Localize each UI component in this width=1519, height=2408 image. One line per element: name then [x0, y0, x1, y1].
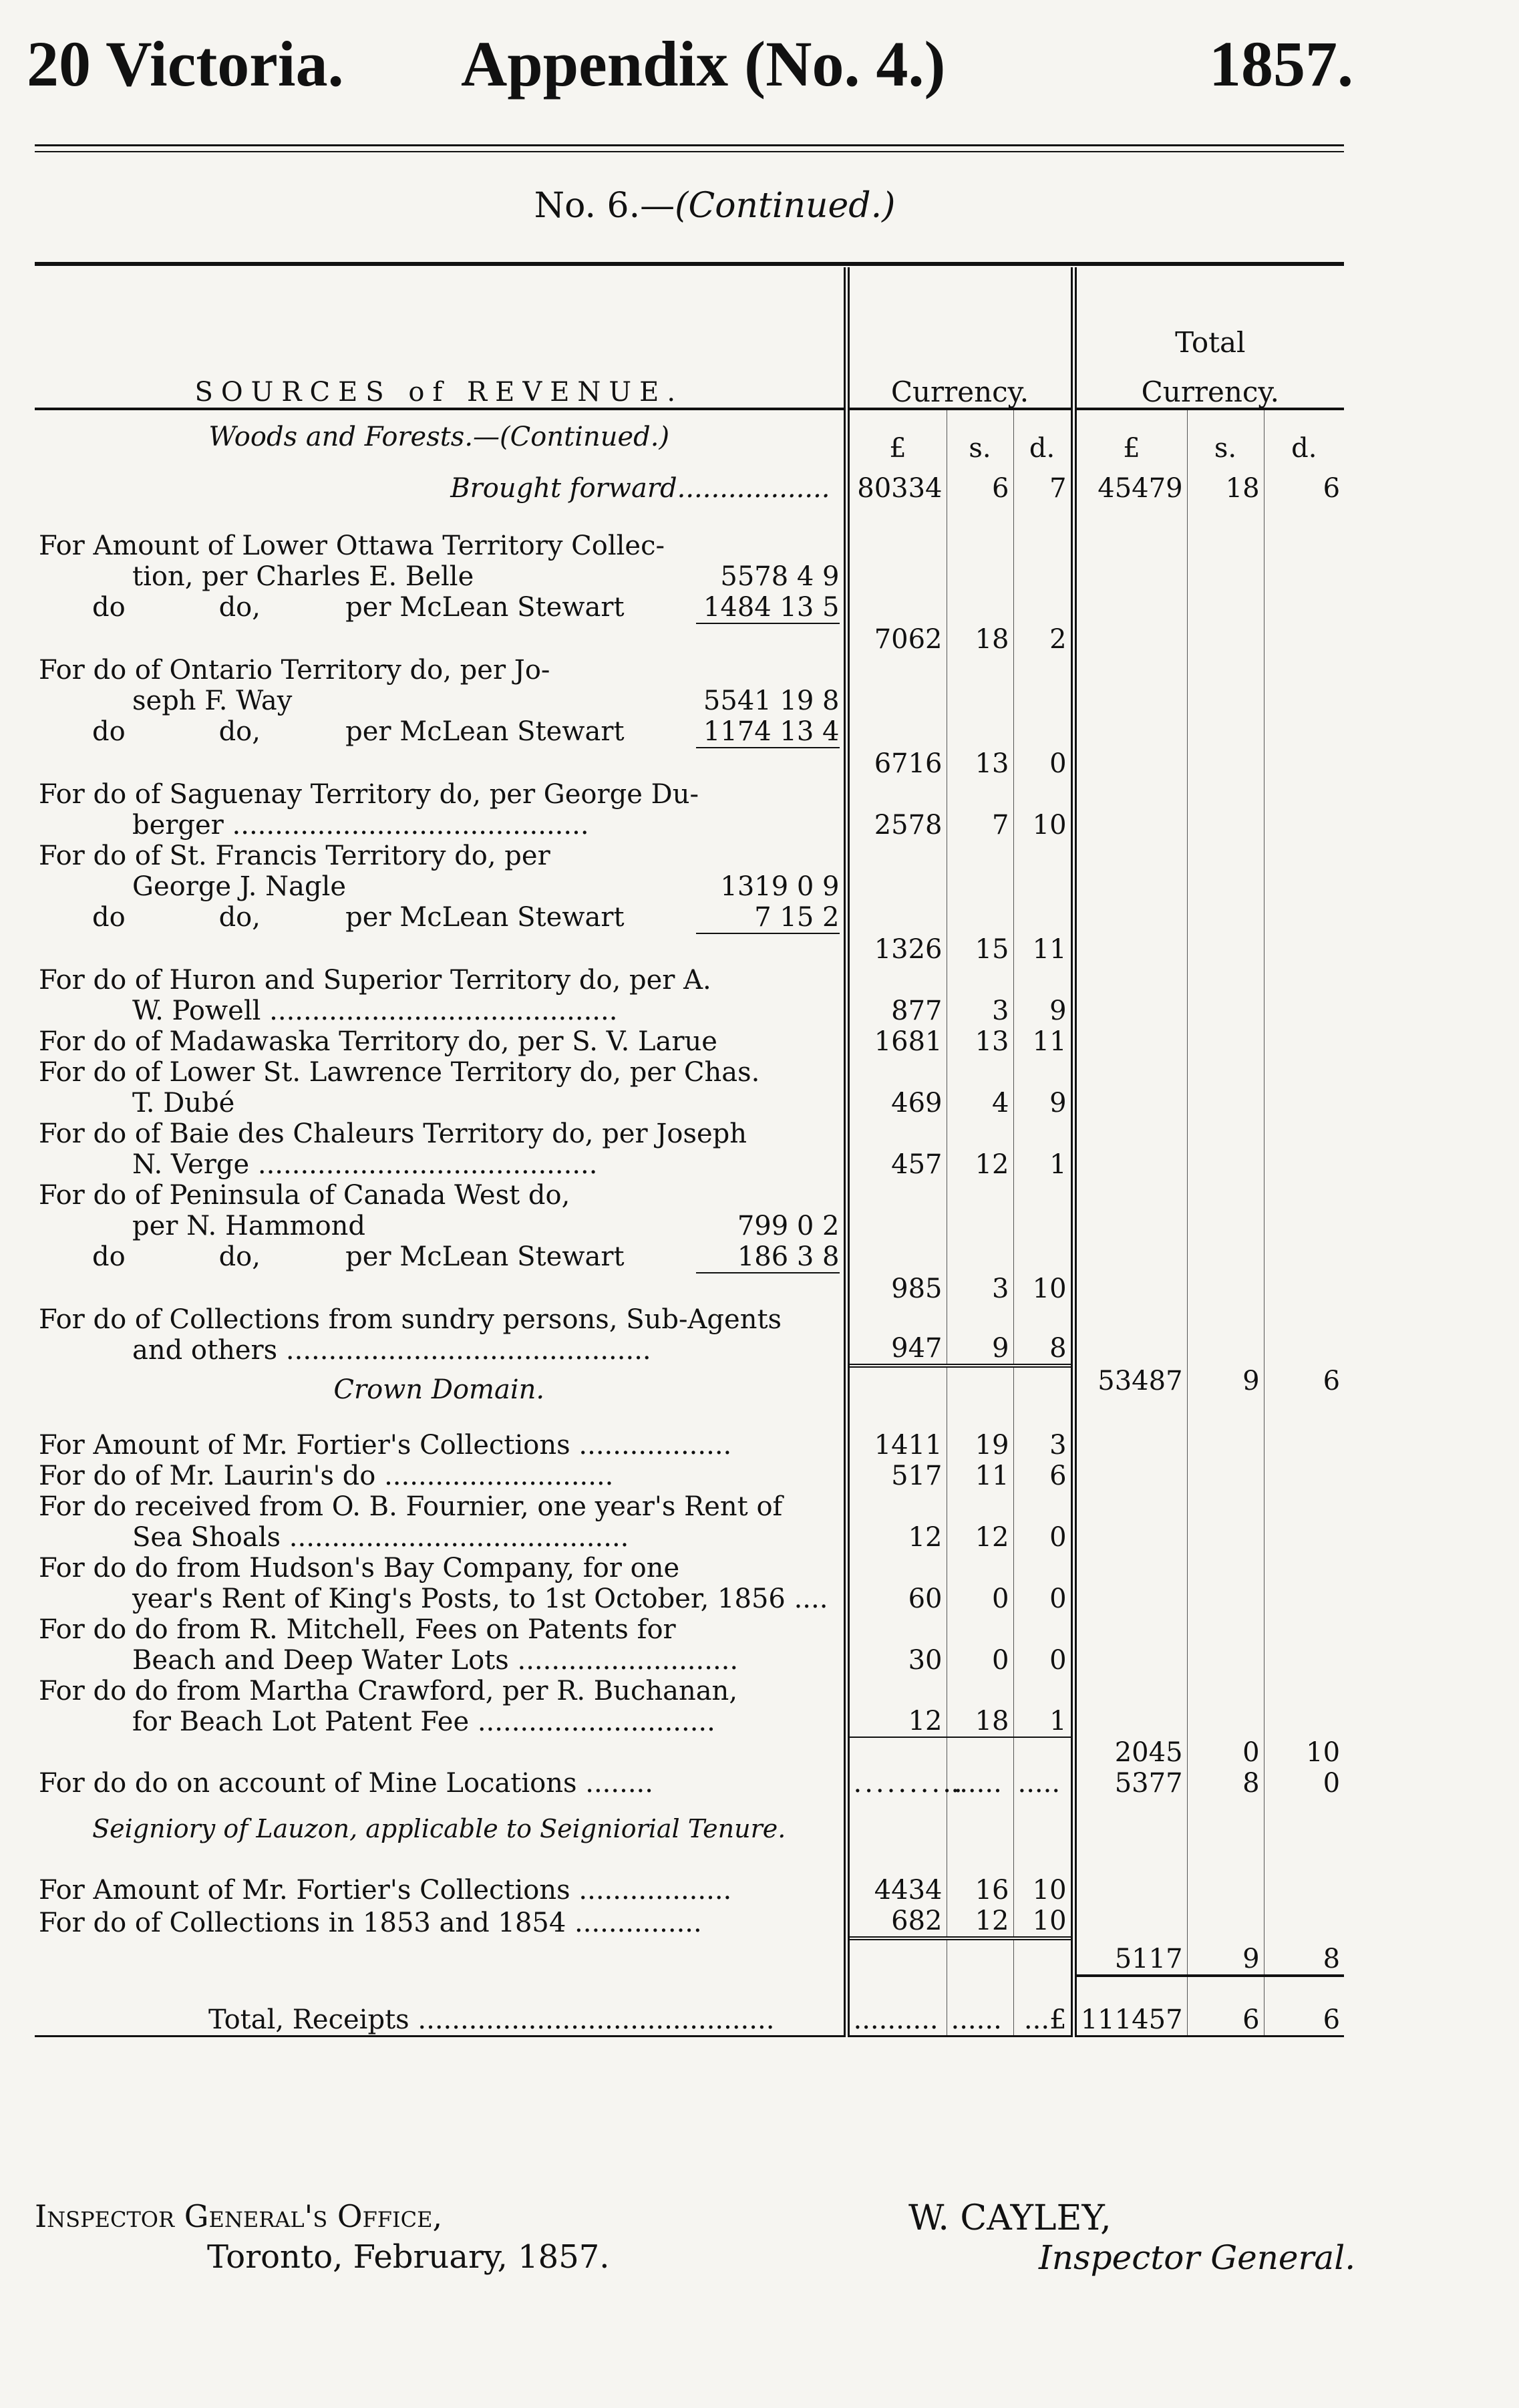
- row-subline: [39, 686, 840, 716]
- cell-pence: 10: [1013, 1859, 1073, 1906]
- sub-amount: 799 0 2: [737, 1211, 840, 1241]
- row-subline: [39, 902, 840, 934]
- row-line: For do of Collections from sundry persons, Sub-Agents: [39, 1304, 782, 1335]
- table-row: [35, 965, 1344, 1026]
- cell-pound: 80334: [846, 464, 947, 504]
- row-line-text: N. Verge: [132, 1149, 250, 1180]
- cell-total-shilling: 8: [1187, 1768, 1264, 1799]
- table-row: [35, 1414, 1344, 1461]
- table-row: [35, 1676, 1344, 1737]
- cell-pence: 6: [1013, 1461, 1073, 1491]
- cell-pound: 30: [846, 1614, 947, 1676]
- cell-total-pound: 45479: [1073, 464, 1187, 504]
- total-receipts-label: Total, Receipts: [208, 2004, 409, 2035]
- row-line: per McLean Stewart: [345, 592, 625, 623]
- row-desc: For do of Madawaska Territory do, per S. V. Larue: [39, 1026, 717, 1057]
- cell-shilling: 3: [947, 1180, 1013, 1304]
- cell-pence: 1: [1013, 1118, 1073, 1180]
- cell-shilling: 4: [947, 1057, 1013, 1118]
- row-line-text: and others: [132, 1335, 278, 1366]
- unit-total-shilling: s.: [1187, 409, 1264, 464]
- currency-header: Currency.: [846, 267, 1073, 409]
- cell-shilling: 15: [947, 841, 1013, 965]
- row-line-text: Sea Shoals: [132, 1522, 281, 1553]
- row-line: N. Verge ........................................: [132, 1149, 598, 1180]
- row-desc: [35, 1057, 846, 1118]
- cell-total-pound: 5117: [1073, 1938, 1187, 1976]
- ditto-mark: do: [92, 716, 126, 747]
- cell-total-shilling: 9: [1187, 1938, 1264, 1976]
- cell-pound: 985: [846, 1180, 947, 1304]
- cell-pence: 7: [1013, 464, 1073, 504]
- cell-total-shilling: 0: [1187, 1737, 1264, 1768]
- row-line: for Beach Lot Patent Fee ............................: [132, 1706, 715, 1737]
- row-line: per McLean Stewart: [345, 902, 625, 933]
- unit-total-pence: d.: [1264, 409, 1344, 464]
- cell-shilling: 16: [947, 1859, 1013, 1906]
- cell-shilling: 9: [947, 1304, 1013, 1366]
- cell-total-pence: 6: [1264, 464, 1344, 504]
- cell-pence: 11: [1013, 1026, 1073, 1057]
- row-line: George J. Nagle: [132, 871, 347, 902]
- cell-total-pence: 10: [1264, 1737, 1344, 1768]
- table-row: [35, 655, 1344, 779]
- cell-pound: 469: [846, 1057, 947, 1118]
- cell-pence: 10: [1013, 1180, 1073, 1304]
- ditto-mark: do,: [218, 592, 261, 623]
- cell-pence: 1: [1013, 1676, 1073, 1737]
- cell-pound: 947: [846, 1304, 947, 1366]
- ditto-mark: do,: [218, 716, 261, 747]
- row-line-text: for Beach Lot Patent Fee: [132, 1706, 470, 1737]
- table-row: [35, 464, 1344, 504]
- cell-total-shilling: 18: [1187, 464, 1264, 504]
- ditto-mark: do: [92, 592, 126, 623]
- cell-pence: 0: [1013, 655, 1073, 779]
- sub-amount: 1319 0 9: [720, 871, 840, 902]
- row-line: For Amount of Lower Ottawa Territory Collec-: [39, 531, 665, 561]
- ditto-mark: do,: [218, 902, 261, 933]
- table-row: [35, 779, 1344, 841]
- row-desc: [35, 841, 846, 965]
- cell-shilling: 0: [947, 1553, 1013, 1614]
- table-row: [35, 1304, 1344, 1366]
- cell-pound: 682: [846, 1906, 947, 1938]
- total-currency-header: [1073, 267, 1344, 409]
- row-desc: [35, 1614, 846, 1676]
- row-line: Beach and Deep Water Lots ..........................: [132, 1645, 739, 1676]
- row-desc: [35, 1180, 846, 1304]
- cell-total-pound: 5377: [1073, 1768, 1187, 1799]
- table-row: [35, 841, 1344, 965]
- sub-amount: 5578 4 9: [720, 561, 840, 592]
- subtitle-continued: (Continued.): [675, 186, 896, 226]
- row-line: For do do from R. Mitchell, Fees on Patents for: [39, 1614, 676, 1645]
- row-desc: [35, 504, 846, 655]
- row-line: For do do on account of Mine Locations: [39, 1768, 577, 1799]
- cell-pence: 0: [1013, 1491, 1073, 1553]
- cell-shilling: 11: [947, 1461, 1013, 1491]
- cell-shilling: 19: [947, 1414, 1013, 1461]
- row-desc: Brought forward..................: [450, 473, 830, 504]
- table-top-rule: [35, 262, 1344, 266]
- cell-shilling: 13: [947, 1026, 1013, 1057]
- section-seigniory: Seigniory of Lauzon, applicable to Seigniorial Tenure.: [92, 1814, 786, 1843]
- unit-shilling: s.: [947, 409, 1013, 464]
- row-line: per McLean Stewart: [345, 1241, 625, 1272]
- unit-pound: £: [846, 409, 947, 464]
- row-line: and others ...........................................: [132, 1335, 651, 1366]
- row-desc: [35, 779, 846, 841]
- cell-shilling: 13: [947, 655, 1013, 779]
- row-line-text: Beach and Deep Water Lots: [132, 1645, 509, 1676]
- row-line: W. Powell .........................................: [132, 996, 618, 1026]
- cell-total-pence: 8: [1264, 1938, 1344, 1976]
- table-header-row: [35, 267, 1344, 409]
- row-desc: Total, Receipts ..........................................: [35, 1976, 846, 2036]
- row-line: For do of Huron and Superior Territory do, per A.: [39, 965, 711, 996]
- sub-amount: 7 15 2: [696, 902, 840, 934]
- row-line-text: W. Powell: [132, 996, 261, 1026]
- row-desc: [35, 1491, 846, 1553]
- unit-total-pound: £: [1073, 409, 1187, 464]
- table-row: [35, 504, 1344, 655]
- table-row: For do do on account of Mine Locations ........ .......... ...... ..... 5377 8 0: [35, 1768, 1344, 1799]
- row-line: For do of Collections in 1853 and 1854: [39, 1908, 566, 1938]
- cell-pound: 1681: [846, 1026, 947, 1057]
- cell-pence: 10: [1013, 1906, 1073, 1938]
- table-row: [35, 1799, 1344, 1859]
- cell-total-pound: 111457: [1073, 1976, 1187, 2036]
- row-desc: For Amount of Mr. Fortier's Collections ..................: [39, 1875, 732, 1906]
- row-line: Sea Shoals ........................................: [132, 1522, 629, 1553]
- row-line: per N. Hammond: [132, 1211, 366, 1241]
- row-subline: [39, 871, 840, 902]
- table-row: [35, 1366, 1344, 1414]
- row-desc: [35, 1304, 846, 1366]
- cell-shilling: 18: [947, 1676, 1013, 1737]
- sub-amount: 1484 13 5: [696, 592, 840, 624]
- table-row: [35, 1057, 1344, 1118]
- units-row: [35, 409, 1344, 464]
- cell-pound: 1326: [846, 841, 947, 965]
- total-header-line1: Total: [1175, 326, 1246, 359]
- row-desc: For do do on account of Mine Locations ........: [39, 1768, 653, 1799]
- table-row: [35, 1026, 1344, 1057]
- cell-pound: 457: [846, 1118, 947, 1180]
- header-year: 1857.: [1209, 28, 1353, 100]
- table-row: [35, 1938, 1344, 1976]
- cell-total-pence: 6: [1264, 1366, 1344, 1414]
- pound-sign: £: [1049, 2004, 1067, 2035]
- cell-pound: 12: [846, 1676, 947, 1737]
- row-subline: [39, 1211, 840, 1241]
- row-desc: For do of Mr. Laurin's do ...........................: [39, 1461, 614, 1491]
- cell-pence: 0: [1013, 1614, 1073, 1676]
- cell-shilling: 0: [947, 1614, 1013, 1676]
- row-line: berger ..........................................: [132, 810, 589, 841]
- table-row: [35, 1118, 1344, 1180]
- table-row: [35, 1553, 1344, 1614]
- cell-shilling: 12: [947, 1491, 1013, 1553]
- header-appendix: Appendix (No. 4.): [461, 28, 946, 100]
- cell-shilling: 18: [947, 504, 1013, 655]
- cell-pound: 6716: [846, 655, 947, 779]
- table-row: [35, 1180, 1344, 1304]
- total-header-line2: Currency.: [1141, 375, 1279, 408]
- revenue-table: [35, 267, 1344, 2037]
- row-line: For do do from Hudson's Bay Company, for one: [39, 1553, 680, 1584]
- cell-pound: 1411: [846, 1414, 947, 1461]
- header-rule-top: [35, 144, 1344, 146]
- cell-pound: 4434: [846, 1859, 947, 1906]
- table-row: Total, Receipts .......................................... .......... ...... ...£ 111457 6 6: [35, 1976, 1344, 2036]
- sources-header-label: SOURCES of REVENUE.: [194, 377, 684, 408]
- row-line: For do received from O. B. Fournier, one year's Rent of: [39, 1491, 783, 1522]
- section-woods: Woods and Forests.—(Continued.): [208, 422, 670, 452]
- header-session: 20 Victoria.: [27, 28, 344, 100]
- cell-pence: 3: [1013, 1414, 1073, 1461]
- brought-forward-label: Brought forward: [450, 473, 677, 504]
- row-desc: For do of Collections in 1853 and 1854 ...............: [39, 1908, 702, 1938]
- cell-shilling: 7: [947, 779, 1013, 841]
- row-subline: [39, 561, 840, 592]
- cell-pence: 0: [1013, 1553, 1073, 1614]
- row-line-text: year's Rent of King's Posts, to 1st October, 1856: [132, 1584, 786, 1614]
- office-label: Inspector General's Office,: [35, 2198, 443, 2234]
- cell-total-pence: 0: [1264, 1768, 1344, 1799]
- row-line: year's Rent of King's Posts, to 1st October, 1856 ....: [132, 1584, 828, 1614]
- cell-total-pence: 6: [1264, 1976, 1344, 2036]
- row-line: For do of Peninsula of Canada West do,: [39, 1180, 570, 1211]
- cell-pence: 9: [1013, 965, 1073, 1026]
- row-subline: [39, 592, 840, 624]
- row-line: For do of Ontario Territory do, per Jo-: [39, 655, 550, 686]
- sub-amount: 5541 19 8: [703, 686, 840, 716]
- cell-shilling: 6: [947, 464, 1013, 504]
- cell-pence: 8: [1013, 1304, 1073, 1366]
- cell-shilling: 12: [947, 1118, 1013, 1180]
- ditto-mark: do: [92, 1241, 126, 1272]
- cell-shilling: 3: [947, 965, 1013, 1026]
- cell-total-shilling: 6: [1187, 1976, 1264, 2036]
- unit-pence: d.: [1013, 409, 1073, 464]
- section-crown: Crown Domain.: [333, 1374, 545, 1405]
- subtitle-number: No. 6.—: [534, 186, 675, 226]
- cell-pound: 517: [846, 1461, 947, 1491]
- cell-pence: 11: [1013, 841, 1073, 965]
- row-line: T. Dubé: [132, 1088, 235, 1118]
- row-line: For Amount of Mr. Fortier's Collections: [39, 1430, 570, 1461]
- cell-pence: 2: [1013, 504, 1073, 655]
- row-line: per McLean Stewart: [345, 716, 625, 747]
- row-line: For do of Saguenay Territory do, per George Du-: [39, 779, 699, 810]
- row-subline: [39, 1241, 840, 1273]
- cell-pence: 10: [1013, 779, 1073, 841]
- ditto-mark: do,: [218, 1241, 261, 1272]
- row-desc: [35, 655, 846, 779]
- table-row: [35, 1859, 1344, 1906]
- row-line: For do do from Martha Crawford, per R. Buchanan,: [39, 1676, 738, 1706]
- row-desc: [35, 965, 846, 1026]
- cell-total-shilling: 9: [1187, 1366, 1264, 1414]
- document-subtitle: [0, 186, 1429, 226]
- cell-pound: 12: [846, 1491, 947, 1553]
- sub-amount: 1174 13 4: [696, 716, 840, 748]
- row-line: For do of Baie des Chaleurs Territory do, per Joseph: [39, 1118, 747, 1149]
- row-line-text: berger: [132, 810, 224, 841]
- row-desc: [35, 1118, 846, 1180]
- cell-pound: 877: [846, 965, 947, 1026]
- table-row: [35, 1491, 1344, 1553]
- table-row: [35, 1461, 1344, 1491]
- cell-total-pound: 53487: [1073, 1366, 1187, 1414]
- sub-amount: 186 3 8: [696, 1241, 840, 1273]
- row-line: For Amount of Mr. Fortier's Collections: [39, 1875, 570, 1906]
- cell-pound: 2578: [846, 779, 947, 841]
- row-line: For do of St. Francis Territory do, per: [39, 841, 550, 871]
- table-row: [35, 1737, 1344, 1768]
- table-row: [35, 1906, 1344, 1938]
- cell-total-pound: 2045: [1073, 1737, 1187, 1768]
- row-desc: For Amount of Mr. Fortier's Collections ..................: [39, 1430, 732, 1461]
- row-line: seph F. Way: [132, 686, 293, 716]
- sources-header: [35, 267, 846, 409]
- signer-name: W. CAYLEY,: [908, 2198, 1112, 2238]
- cell-shilling: 12: [947, 1906, 1013, 1938]
- ditto-mark: do: [92, 902, 126, 933]
- row-desc: [35, 1676, 846, 1737]
- cell-pound: 7062: [846, 504, 947, 655]
- place-date: Toronto, February, 1857.: [207, 2238, 610, 2276]
- row-line: For do of Lower St. Lawrence Territory do, per Chas.: [39, 1057, 760, 1088]
- header-rule-bottom: [35, 151, 1344, 152]
- cell-pound: 60: [846, 1553, 947, 1614]
- row-subline: [39, 716, 840, 748]
- table-row: [35, 1614, 1344, 1676]
- cell-pence: 9: [1013, 1057, 1073, 1118]
- signer-title: Inspector General.: [1039, 2238, 1356, 2277]
- row-line: For do of Mr. Laurin's do: [39, 1461, 376, 1491]
- row-desc: [35, 1553, 846, 1614]
- row-line: tion, per Charles E. Belle: [132, 561, 474, 592]
